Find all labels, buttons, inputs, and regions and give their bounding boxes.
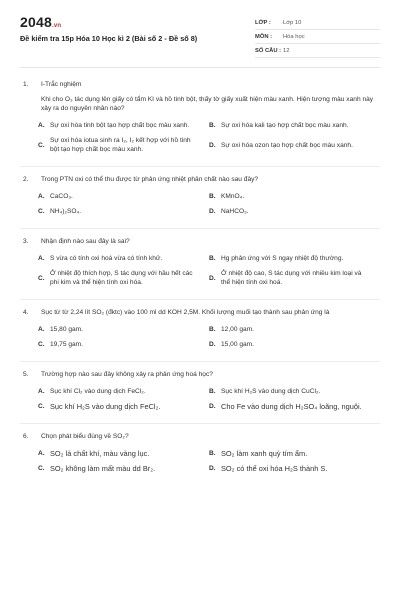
option-text: 15,00 gam. (221, 341, 254, 348)
question-text: Trường hợp nào sau đây không xảy ra phản ứng hoá học? (41, 371, 213, 378)
option-letter: B. (209, 193, 216, 200)
option-d[interactable] (209, 461, 380, 476)
option-text: Ở nhiệt độ thích hợp, S tác dụng với hầu hết các phi kim và thể hiện tính oxi hóa. (50, 270, 193, 286)
option-letter: C. (38, 208, 45, 215)
question-number: 6. (23, 433, 29, 440)
site-logo[interactable] (20, 14, 61, 30)
option-letter: D. (209, 403, 216, 410)
option-text: Sự oxi hóa tinh bột tạo hợp chất bọc màu xanh. (50, 122, 190, 129)
meta-info (255, 16, 380, 58)
option-text: Hg phản ứng với S ngay nhiệt độ thường. (221, 255, 344, 262)
option-text: Ở nhiệt độ cao, S tác dụng với nhiều kim loại và thể hiện tính oxi hoá. (221, 270, 362, 286)
question-number: 4. (23, 309, 29, 316)
option-text: Sục khí Cl₂ vào dung dịch FeCl₂. (50, 388, 146, 395)
option-a[interactable] (38, 118, 209, 133)
question-3 (20, 237, 380, 290)
option-text: SO₂ là chất khí, màu vàng lục. (50, 449, 150, 458)
divider (20, 166, 380, 167)
question-text: Trong PTN oxi có thể thu được từ phản ứng nhiệt phân chất nào sau đây? (41, 176, 259, 183)
option-text: Cho Fe vào dung dịch H₂SO₄ loãng, nguội. (221, 402, 362, 411)
meta-key: MÔN : (255, 33, 273, 40)
option-text: Sự oxi hóa ozon tạo hợp chất bọc màu xanh. (221, 141, 353, 149)
divider (20, 423, 380, 424)
question-number: 5. (23, 371, 29, 378)
option-text: SO₂ làm xanh quỳ tím ẩm. (221, 449, 308, 458)
option-b[interactable] (209, 251, 380, 266)
meta-row-subject (255, 30, 380, 44)
question-subtext: Khi cho O₃ tác dụng lên giấy có tẩm KI và hồ tinh bột, thấy tờ giấy xuất hiện màu xanh. Hiện tượng màu xanh này xảy ra do nguyên nhân nào? (41, 96, 374, 112)
option-a[interactable] (38, 384, 209, 399)
option-a[interactable] (38, 251, 209, 266)
option-text: KMnO₄. (221, 193, 245, 200)
question-6 (20, 432, 380, 476)
question-text: I-Trắc nghiệm (41, 81, 82, 88)
question-2 (20, 175, 380, 219)
option-letter: C. (38, 341, 45, 348)
option-text: 12,00 gam. (221, 326, 254, 333)
option-d[interactable] (209, 266, 380, 290)
option-letter: D. (209, 274, 216, 282)
option-letter: D. (209, 341, 216, 348)
meta-key: SỐ CÂU : (255, 47, 282, 54)
option-text: NH₄)₂SO₄. (50, 208, 82, 215)
question-5 (20, 370, 380, 414)
option-letter: D. (209, 465, 216, 472)
option-text: Sục khí H₂S vào dung dịch FeCl₂. (50, 402, 161, 411)
option-text: Sự oxi hóa kali tạo hợp chất bọc màu xanh. (221, 122, 349, 129)
option-c[interactable] (38, 204, 209, 219)
option-d[interactable] (209, 337, 380, 352)
option-text: 15,80 gam. (50, 326, 83, 333)
question-text: Sục từ từ 2,24 lít SO₂ (đktc) vào 100 ml dd KOH 2,5M. Khối lượng muối tạo thành sau phản ứng là (41, 309, 330, 316)
question-number: 3. (23, 238, 29, 245)
option-b[interactable] (209, 384, 380, 399)
option-letter: B. (209, 388, 216, 395)
header-divider (20, 67, 380, 68)
option-letter: A. (38, 326, 45, 333)
option-letter: C. (38, 141, 45, 149)
option-text: SO₂ không làm mất màu dd Br₂. (50, 464, 156, 473)
option-d[interactable] (209, 133, 380, 157)
option-c[interactable] (38, 337, 209, 352)
question-list (20, 80, 380, 485)
option-c[interactable] (38, 133, 209, 157)
divider (20, 299, 380, 300)
option-b[interactable] (209, 322, 380, 337)
logo-domain: .vn (51, 23, 62, 29)
meta-value: Hóa học (283, 33, 305, 40)
option-letter: A. (38, 388, 45, 395)
option-d[interactable] (209, 204, 380, 219)
option-d[interactable] (209, 399, 380, 414)
option-text: S vừa có tính oxi hoá vừa có tính khử. (50, 255, 163, 262)
question-text: Chọn phát biểu đúng về SO₂? (41, 433, 129, 440)
meta-value: Lớp 10 (283, 19, 302, 26)
option-letter: B. (209, 255, 216, 262)
option-a[interactable] (38, 189, 209, 204)
option-letter: C. (38, 274, 45, 282)
page-title: Đề kiểm tra 15p Hóa 10 Học kì 2 (Bài số 2 - Đề số 8) (20, 34, 198, 43)
divider (20, 361, 380, 362)
question-4 (20, 308, 380, 352)
option-letter: B. (209, 122, 216, 129)
question-1 (20, 80, 380, 157)
meta-key: LỚP : (255, 19, 271, 26)
option-letter: B. (209, 450, 216, 457)
option-letter: C. (38, 403, 45, 410)
option-letter: A. (38, 122, 45, 129)
option-a[interactable] (38, 446, 209, 461)
divider (20, 228, 380, 229)
option-letter: A. (38, 255, 45, 262)
meta-value: 12 (283, 47, 290, 54)
option-c[interactable] (38, 399, 209, 414)
option-letter: D. (209, 208, 216, 215)
option-c[interactable] (38, 461, 209, 476)
option-text: NaHCO₃. (221, 208, 249, 215)
option-text: Sục khí H₂S vào dung dịch CuCl₂. (221, 388, 321, 395)
meta-row-class (255, 16, 380, 30)
option-text: 19,75 gam. (50, 341, 83, 348)
logo-text: 2048 (20, 14, 52, 30)
option-text: SO₂ có thể oxi hóa H₂S thành S. (221, 464, 328, 473)
option-b[interactable] (209, 446, 380, 461)
option-text: Sự oxi hóa iotua sinh ra I₂, I₂ kết hợp với hồ tinh bột tạo hợp chất bọc màu xanh. (50, 137, 191, 153)
option-letter: D. (209, 141, 216, 149)
option-letter: C. (38, 465, 45, 472)
question-number: 1. (23, 81, 29, 88)
option-b[interactable] (209, 118, 380, 133)
option-b[interactable] (209, 189, 380, 204)
option-text: CaCO₃. (50, 193, 73, 200)
option-a[interactable] (38, 322, 209, 337)
question-text: Nhận định nào sau đây là sai? (41, 238, 130, 245)
option-letter: B. (209, 326, 216, 333)
option-letter: A. (38, 193, 45, 200)
meta-row-count (255, 44, 380, 58)
option-c[interactable] (38, 266, 209, 290)
option-letter: A. (38, 450, 45, 457)
question-number: 2. (23, 176, 29, 183)
